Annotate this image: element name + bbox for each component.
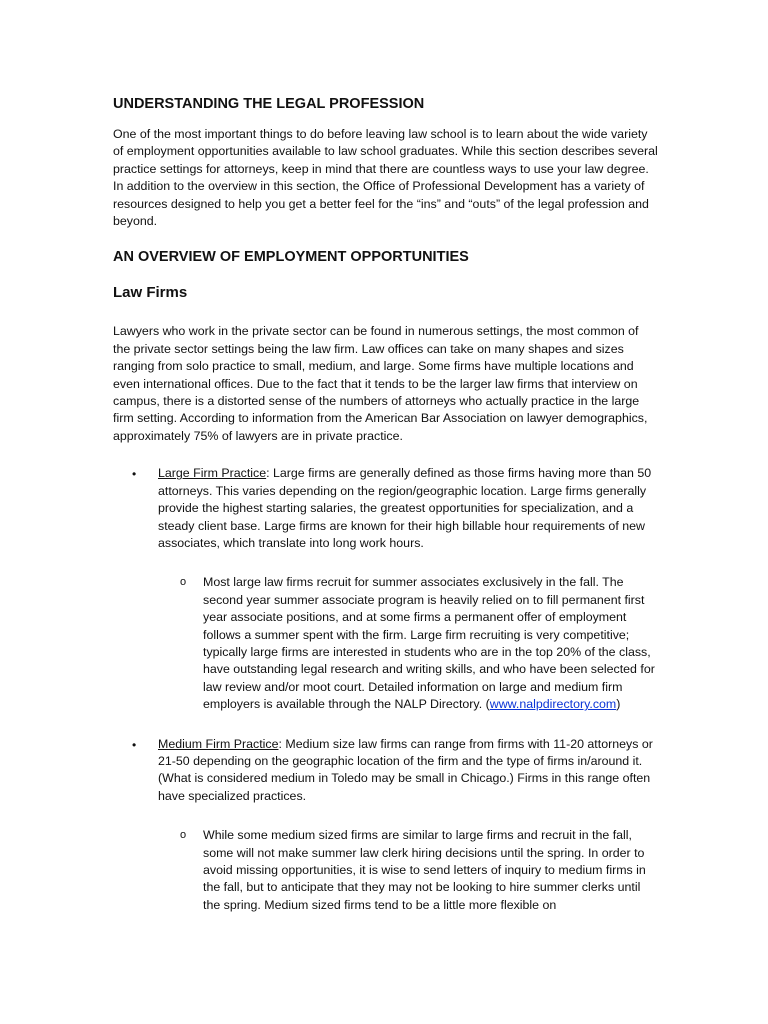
nalp-directory-link[interactable]: www.nalpdirectory.com	[489, 697, 617, 712]
bullet-marker: •	[132, 467, 137, 482]
law-firms-paragraph: Lawyers who work in the private sector can be found in numerous settings, the most common of the private sector settings being the law firm. Law offices can take on many shapes and sizes ranging from solo practice to small, medium, and large. Some firms have multiple locations and even international offices. Due to the fact that it tends to be the larger law firms that interview on campus, there is a distorted sense of the numbers of attorneys who actually practice in the large firm setting. According to information from the American Bar Association on lawyer demographics, approximately 75% of lawyers are in private practice.	[113, 324, 648, 443]
bullet-text	[158, 736, 658, 806]
bullet-marker: •	[132, 737, 137, 752]
document-title: UNDERSTANDING THE LEGAL PROFESSION	[113, 96, 425, 112]
sub-bullet-marker: o	[180, 576, 187, 589]
sub-bullet-medium-firm	[113, 827, 658, 914]
sub-bullet-large-firm	[113, 574, 658, 713]
link-open-paren: (	[485, 697, 490, 712]
sub-bullet-text	[203, 574, 658, 713]
sub-bullet-text: While some medium sized firms are similar to large firms and recruit in the fall, some will not make summer law clerk hiring decisions until the spring. In order to avoid missing opportunities, it is wise to send letters of inquiry to medium firms in the fall, but to anticipate that they may not be looking to hire summer clerks until the spring. Medium sized firms tend to be a little more flexible on	[203, 828, 646, 912]
bullet-body: : Large firms are generally defined as those firms having more than 50 attorneys. This varies depending on the region/geographic location. Large firms generally provide the highest starting salaries, the greatest opportunities for specialization, and a steady client base. Large firms are known for their high billable hour requirements of new associates, which translate into long work hours.	[158, 466, 652, 550]
bullet-label: Medium Firm Practice	[158, 736, 279, 751]
sub-bullet-body: Most large law firms recruit for summer associates exclusively in the fall. The second year summer associate program is heavily relied on to fill permanent first year associate positions, and at some firms a permanent offer of employment follows a summer spent with the firm. Large firm recruiting is very competitive; typically large firms are interested in students who are in the top 20% of the class, have outstanding legal research and writing skills, and who have been selected for law review and/or moot court. Detailed information on large and medium firm employers is available through the NALP Directory.	[203, 575, 655, 712]
intro-paragraph: One of the most important things to do before leaving law school is to learn about the wide variety of employment opportunities available to law school graduates. While this section describes several practice settings for attorneys, keep in mind that there are countless ways to use your law degree. In addition to the overview in this section, the Office of Professional Development has a variety of resources designed to help you get a better feel for the “ins” and “outs” of the legal profession and beyond.	[113, 127, 658, 229]
subsection-heading: Law Firms	[113, 284, 188, 302]
link-close-paren: )	[616, 697, 621, 712]
document-content	[113, 94, 658, 936]
bullet-label: Large Firm Practice	[158, 466, 267, 481]
bullet-text	[158, 465, 658, 552]
bullet-medium-firm	[113, 736, 658, 806]
bullet-body: : Medium size law firms can range from firms with 11-20 attorneys or 21-50 depending on the geographic location of the firm and the type of firms in/around it. (What is considered medium in Toledo may be small in Chicago.) Firms in this range often have specialized practices.	[158, 736, 653, 803]
section-heading: AN OVERVIEW OF EMPLOYMENT OPPORTUNITIES	[113, 249, 469, 266]
bullet-large-firm	[113, 465, 658, 552]
sub-bullet-marker: o	[180, 829, 187, 842]
